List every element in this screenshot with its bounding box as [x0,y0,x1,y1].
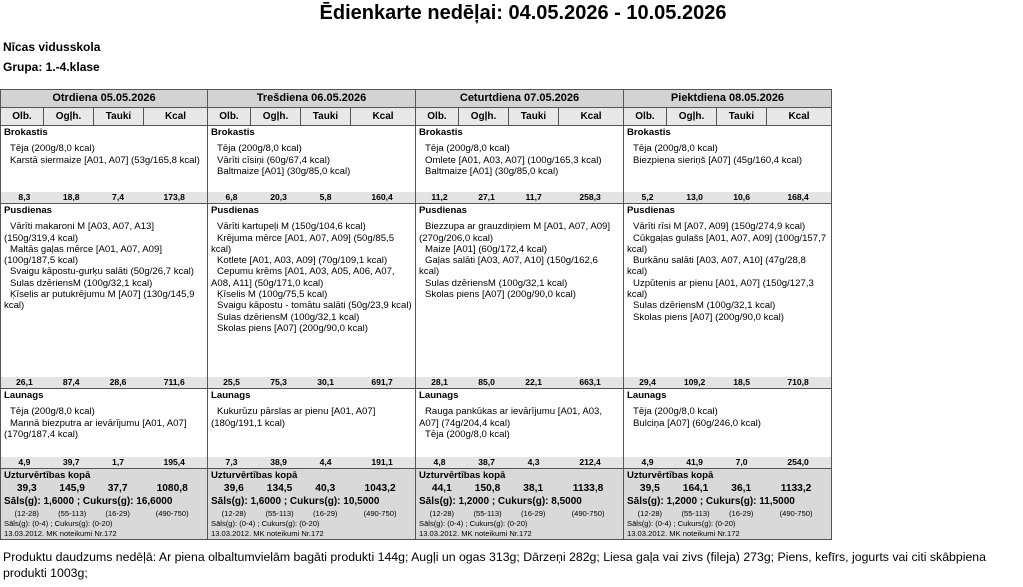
meal-cell [624,204,832,389]
column-header: Kcal [767,108,832,126]
meal-name: Brokastis [211,127,255,138]
summary-title: Uzturvērtības kopā [4,470,91,481]
column-header: Kcal [559,108,624,126]
meal-totals [208,377,415,388]
meal-name: Pusdienas [211,205,259,216]
dish-item: Gaļas salāti [A03, A07, A10] (150g/162,6 kcal) [419,255,598,278]
summary-value: 38,1 [523,483,544,494]
meal-name: Pusdienas [419,205,467,216]
meal-name: Launags [4,390,44,401]
total-value: 11,2 [431,192,448,202]
total-value: 4,9 [18,457,31,467]
dish-item: Karstā siermaize [A01, A07] (53g/165,8 kcal) [10,154,200,166]
meal-row [1,126,832,204]
total-value: 8,3 [18,192,31,202]
column-header: Ogļh. [459,108,509,126]
salt-sugar-limits: Sāls(g): (0-4) ; Cukurs(g): (0-20) [4,519,113,528]
dish-item: Tēja (200g/8,0 kcal) [425,428,510,440]
norm-range: (490-750) [363,509,397,518]
dish-item: Svaigu kāpostu - tomātu salāti (50g/23,9 kcal) [217,300,412,312]
dish-item: Sulas dzēriensM (100g/32,1 kcal) [633,300,776,312]
day-header: Piektdiena 08.05.2026 [624,90,832,108]
total-value: 20,3 [270,192,287,202]
total-value: 27,1 [478,192,495,202]
total-value: 254,0 [787,457,809,467]
dish-item: Vārīti makaroni M [A03, A07, A13] (150g/319,4 kcal) [4,221,154,244]
dish-item: Tēja (200g/8,0 kcal) [633,406,718,418]
school-name: Nīcas vidusskola [3,40,101,54]
meal-cell [208,389,416,469]
summary-values [211,481,412,496]
meal-name: Launags [627,390,667,401]
column-header: Tauki [509,108,559,126]
meal-body [624,389,831,457]
summary-cell [416,469,624,540]
summary-value: 150,8 [474,483,501,494]
column-header: Olb. [208,108,251,126]
column-header: Tauki [301,108,351,126]
dish-item: Bulciņa [A07] (60g/246,0 kcal) [633,417,761,429]
norm-range: (490-750) [779,509,813,518]
dish-item: Vārīti kartupeļi M (150g/104,6 kcal) [217,221,366,233]
total-value: 39,7 [62,457,80,467]
dish-item: Maltās gaļas mērce [A01, A07, A09] (100g/187,5 kcal) [4,243,162,267]
meal-cell [624,389,832,469]
meal-body [416,126,623,192]
total-value: 4,9 [641,457,654,467]
dish-item: Baltmaize [A01] (30g/85,0 kcal) [217,165,351,177]
salt-sugar-limits: Sāls(g): (0-4) ; Cukurs(g): (0-20) [211,519,320,528]
column-header: Ogļh. [667,108,717,126]
total-value: 87,4 [62,377,80,387]
total-value: 663,1 [579,377,601,387]
total-value: 11,7 [525,192,542,202]
meal-totals [624,457,831,468]
norm-range: (12-28) [14,509,39,518]
meal-totals [416,377,623,388]
norm-ranges [211,508,412,519]
total-value: 173,8 [163,192,185,202]
total-value: 26,1 [16,377,33,387]
summary-row [1,469,832,540]
total-value: 18,5 [733,377,750,387]
norm-range: (55-113) [265,509,294,518]
column-header: Ogļh. [251,108,301,126]
total-value: 710,8 [787,377,809,387]
summary-value: 36,1 [731,483,752,494]
norm-range: (55-113) [58,509,87,518]
dish-item: Tēja (200g/8,0 kcal) [10,406,95,418]
salt-sugar: Sāls(g): 1,2000 ; Cukurs(g): 11,5000 [627,496,795,507]
meal-body [416,204,623,377]
total-value: 4,8 [433,457,446,467]
column-header: Kcal [144,108,208,126]
regulation-note: 13.03.2012. MK noteikumi Nr.172 [419,529,532,538]
day-header: Ceturtdiena 07.05.2026 [416,90,624,108]
dish-item: Rauga pankūkas ar ievārījumu [A01, A03, A07] (74g/204,4 kcal) [419,406,603,429]
meal-body [624,204,831,377]
norm-range: (490-750) [155,509,189,518]
total-value: 691,7 [371,377,393,387]
meal-cell [208,126,416,204]
meal-cell [416,204,624,389]
dish-item: Vārīti rīsi M [A07, A09] (150g/274,9 kcal) [633,221,806,233]
total-value: 212,4 [579,457,601,467]
day-header: Otrdiena 05.05.2026 [1,90,208,108]
total-value: 168,4 [787,192,809,202]
salt-sugar: Sāls(g): 1,2000 ; Cukurs(g): 8,5000 [419,496,582,507]
norm-range: (55-113) [473,509,502,518]
total-value: 30,1 [317,377,334,387]
dish-item: Baltmaize [A01] (30g/85,0 kcal) [425,165,559,177]
meal-totals [416,192,623,203]
dish-item: Sulas dzēriensM (100g/32,1 kcal) [217,311,360,323]
summary-cell [624,469,832,540]
norm-range: (16-29) [105,509,130,518]
dish-item: Mannā biezputra ar ievārījumu [A01, A07] (170g/187,4 kcal) [4,417,187,440]
meal-body [1,204,207,377]
meal-totals [624,192,831,203]
group-label: Grupa: 1.-4.klase [3,60,100,74]
meal-name: Pusdienas [627,205,675,216]
total-value: 4,3 [527,457,540,467]
dish-item: Krējuma mērce [A01, A07, A09] (50g/85,5 kcal) [211,232,395,255]
total-value: 7,0 [735,457,748,467]
regulation-note: 13.03.2012. MK noteikumi Nr.172 [627,529,740,538]
dish-item: Tēja (200g/8,0 kcal) [425,143,510,155]
total-value: 18,8 [62,192,80,202]
meal-totals [1,377,207,388]
dish-item: Tēja (200g/8,0 kcal) [633,143,718,155]
total-value: 191,1 [371,457,393,467]
norm-range: (16-29) [520,509,546,518]
regulation-note: 13.03.2012. MK noteikumi Nr.172 [211,529,324,538]
norm-range: (490-750) [571,509,605,518]
meal-body [1,126,207,192]
salt-sugar-limits: Sāls(g): (0-4) ; Cukurs(g): (0-20) [627,519,736,528]
summary-title: Uzturvērtības kopā [627,470,714,481]
total-value: 22,1 [525,377,542,387]
total-value: 38,7 [478,457,495,467]
meal-name: Launags [419,390,459,401]
summary-value: 145,9 [59,483,85,494]
total-value: 25,5 [223,377,240,387]
total-value: 5,8 [319,192,332,202]
summary-cell [208,469,416,540]
dish-item: Kukurūzu pārslas ar pienu [A01, A07] (180g/191,1 kcal) [211,406,376,429]
menu-table [0,89,832,540]
meal-name: Launags [211,390,251,401]
total-value: 10,6 [733,192,750,202]
summary-values [627,481,828,496]
meal-body [1,389,207,457]
dish-item: Tēja (200g/8,0 kcal) [217,143,302,155]
meal-body [624,126,831,192]
dish-item: Omlete [A01, A03, A07] (100g/165,3 kcal) [425,154,602,166]
dish-item: Sulas dzēriensM (100g/32,1 kcal) [10,277,153,289]
total-value: 38,9 [270,457,287,467]
meal-cell [1,126,208,204]
meal-body [208,204,415,377]
weekly-product-summary: Produktu daudzums nedēļā: Ar piena olbaltumvielām bagāti produkti 144g; Augļi un ogas 313g; Dārzeņi 282g; Liesa gaļa vai zivs (fileja) 273g; Piens, kefīrs, jogurts vai citi skābpiena produkti 1003g; [3,550,986,580]
dish-item: Ķīselis M (100g/75,5 kcal) [217,289,328,301]
total-value: 160,4 [371,192,393,202]
meal-row [1,204,832,389]
dish-item: Uzpūtenis ar pienu [A01, A07] (150g/127,3 kcal) [627,277,814,301]
total-value: 4,4 [319,457,332,467]
meal-name: Pusdienas [4,205,52,216]
dish-item: Vārīti cīsiņi (60g/67,4 kcal) [217,154,331,166]
meal-body [416,389,623,457]
summary-values [4,481,204,496]
total-value: 711,6 [163,377,185,387]
meal-totals [208,192,415,203]
day-header: Trešdiena 06.05.2026 [208,90,416,108]
total-value: 109,2 [683,377,706,387]
column-header: Ogļh. [44,108,94,126]
norm-range: (12-28) [429,509,455,518]
dish-item: Ķīselis ar putukrējumu M [A07] (130g/145,9 kcal) [4,289,195,312]
day-header-row [1,90,832,108]
dish-item: Skolas piens [A07] (200g/90,0 kcal) [425,289,576,301]
summary-value: 39,5 [639,483,660,494]
summary-cell [1,469,208,540]
total-value: 7,4 [112,192,124,202]
dish-item: Kotlete [A01, A03, A09] (70g/109,1 kcal) [217,255,388,267]
salt-sugar: Sāls(g): 1,6000 ; Cukurs(g): 16,6000 [4,496,173,507]
column-header: Olb. [1,108,44,126]
summary-value: 1133,8 [572,483,604,494]
meal-cell [1,204,208,389]
meal-cell [416,389,624,469]
summary-value: 1080,8 [156,483,188,494]
dish-item: Maize [A01] (60g/172,4 kcal) [425,243,548,255]
summary-title: Uzturvērtības kopā [419,470,506,481]
meal-cell [416,126,624,204]
total-value: 75,3 [270,377,287,387]
total-value: 7,3 [225,457,238,467]
total-value: 28,6 [109,377,127,387]
norm-ranges [419,508,620,519]
total-value: 1,7 [112,457,124,467]
dish-item: Tēja (200g/8,0 kcal) [10,143,95,155]
total-value: 29,4 [639,377,656,387]
total-value: 28,1 [431,377,448,387]
summary-value: 1133,2 [780,483,812,494]
summary-value: 39,3 [16,483,37,494]
meal-totals [1,192,207,203]
meal-name: Brokastis [419,127,463,138]
summary-values [419,481,620,496]
summary-value: 1043,2 [364,483,396,494]
total-value: 258,3 [579,192,601,202]
dish-item: Cepumu krēms [A01, A03, A05, A06, A07, A08, A11] (50g/171,0 kcal) [211,266,395,289]
dish-item: Skolas piens [A07] (200g/90,0 kcal) [633,311,784,323]
meal-totals [1,457,207,468]
meal-totals [208,457,415,468]
column-header: Tauki [94,108,144,126]
meal-cell [208,204,416,389]
meal-cell [1,389,208,469]
column-header: Olb. [624,108,667,126]
total-value: 41,9 [686,457,703,467]
column-header: Tauki [717,108,767,126]
meal-totals [624,377,831,388]
norm-range: (12-28) [637,509,663,518]
dish-item: Biezzupa ar grauzdiņiem M [A01, A07, A09] (270g/206,0 kcal) [419,221,611,244]
summary-title: Uzturvērtības kopā [211,470,298,481]
dish-item: Sulas dzēriensM (100g/32,1 kcal) [425,277,568,289]
norm-range: (16-29) [728,509,754,518]
column-header: Olb. [416,108,459,126]
summary-value: 44,1 [431,483,452,494]
column-header-row [1,108,832,126]
total-value: 13,0 [686,192,703,202]
regulation-note: 13.03.2012. MK noteikumi Nr.172 [4,529,117,538]
total-value: 6,8 [225,192,238,202]
dish-item: Cūkgaļas gulašs [A01, A07, A09] (100g/157,7 kcal) [627,232,827,255]
salt-sugar: Sāls(g): 1,6000 ; Cukurs(g): 10,5000 [211,496,380,507]
norm-range: (12-28) [221,509,247,518]
total-value: 5,2 [641,192,654,202]
total-value: 195,4 [163,457,185,467]
norm-range: (16-29) [312,509,338,518]
meal-row [1,389,832,469]
dish-item: Biezpiena sieriņš [A07] (45g/160,4 kcal) [633,154,803,166]
meal-body [208,389,415,457]
dish-item: Burkānu salāti [A03, A07, A10] (47g/28,8 kcal) [627,255,806,278]
meal-body [208,126,415,192]
summary-value: 40,3 [315,483,336,494]
total-value: 85,0 [478,377,495,387]
salt-sugar-limits: Sāls(g): (0-4) ; Cukurs(g): (0-20) [419,519,528,528]
page-title: Ēdienkarte nedēļai: 04.05.2026 - 10.05.2026 [319,2,727,24]
meal-cell [624,126,832,204]
meal-name: Brokastis [4,127,48,138]
meal-name: Brokastis [627,127,671,138]
norm-ranges [4,508,204,519]
column-header: Kcal [351,108,416,126]
dish-item: Skolas piens [A07] (200g/90,0 kcal) [217,322,368,334]
norm-ranges [627,508,828,519]
meal-totals [416,457,623,468]
summary-value: 37,7 [107,483,128,494]
norm-range: (55-113) [681,509,710,518]
summary-value: 134,5 [266,483,293,494]
summary-value: 39,6 [223,483,244,494]
summary-value: 164,1 [682,483,709,494]
dish-item: Svaigu kāpostu-gurķu salāti (50g/26,7 kcal) [10,266,194,278]
